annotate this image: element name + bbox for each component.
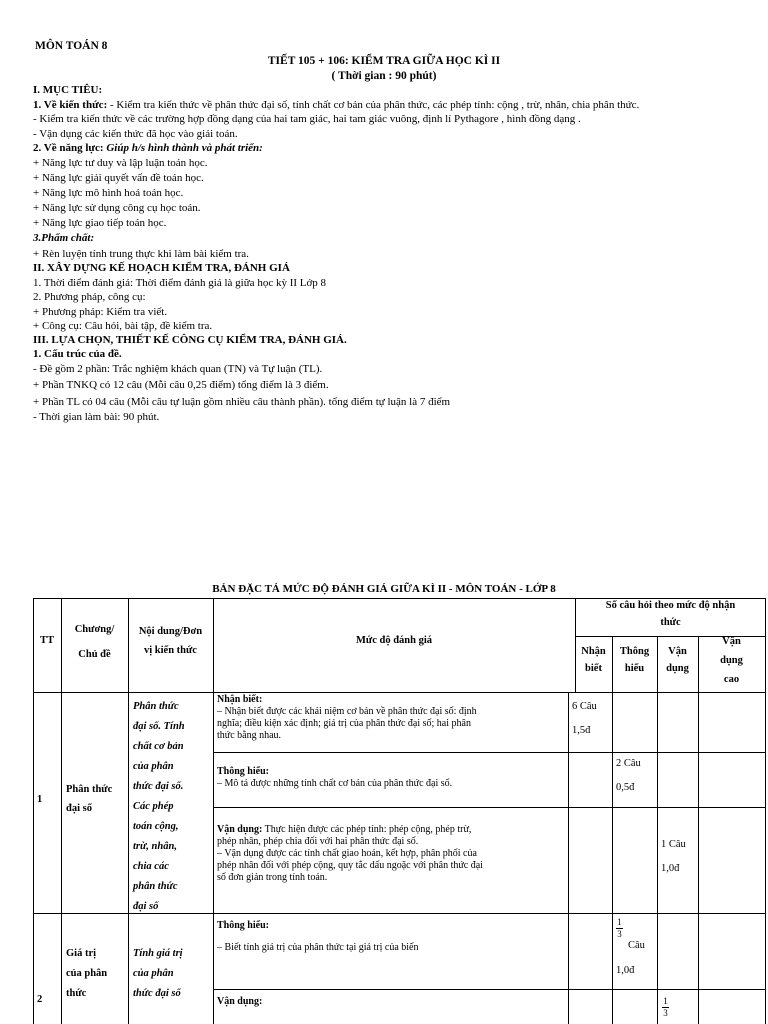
fraction-numerator: 1 [617,917,622,927]
row1-content-line: phân thức [133,881,178,892]
row1-chapter-2: đại số [66,803,92,814]
row2-tt: 2 [37,994,43,1005]
header-content-1: Nội dung/Đơn [138,626,203,637]
skill-item: + Năng lực mô hình hoá toán học. [33,187,184,199]
tools-line: - Thời gian làm bài: 90 phút. [33,411,160,423]
header-van-dung-2: dụng [666,663,689,674]
tools-heading: III. LỰA CHỌN, THIẾT KẾ CÔNG CỤ KIỂM TRA, ĐÁNH GIÁ. [33,334,347,346]
level-text: Thực hiện được các phép tính: phép cộng, phép trừ, [262,824,472,835]
level-text: phép nhân, phép chia đối với hai phân thức đại số. [217,836,419,847]
fraction-denominator: 3 [617,929,622,939]
level-text: – Biết tính giá trị của phân thức tại giá trị của biến [217,942,419,953]
level-label: Vận dụng: [217,996,263,1007]
row1-content-line: toán cộng, [133,821,179,832]
structure-label: 1. Cấu trúc của đề. [33,348,122,360]
row2-content-line: Tính giá trị [133,948,183,959]
row1-tt: 1 [37,794,43,805]
row1-nhan-biet [217,694,567,742]
plan-heading: II. XÂY DỰNG KẾ HOẠCH KIỂM TRA, ĐÁNH GIÁ [33,262,290,274]
row2-thong-hieu [217,920,567,954]
level-text: – Vận dụng được các tính chất giao hoán, kết hợp, phân phối của [217,848,477,859]
row2-van-dung [217,996,567,1008]
header-thong-hieu-1: Thông [619,646,650,657]
duration-label: ( Thời gian : 90 phút) [331,70,437,82]
skill-item: + Năng lực tư duy và lập luận toán học. [33,157,208,169]
row1-nb-count-2: 1,5đ [572,725,591,736]
tools-line: - Đề gồm 2 phần: Trắc nghiệm khách quan (TN) và Tự luận (TL). [33,363,323,375]
tools-line: + Phần TNKQ có 12 câu (Mỗi câu 0,25 điểm) tổng điểm là 3 điểm. [33,379,329,391]
row1-th-count-2: 0,5đ [616,782,635,793]
header-vdc-3: cao [723,674,740,685]
plan-line: + Công cụ: Câu hỏi, bài tập, đề kiểm tra. [33,320,213,332]
header-content-2: vị kiến thức [144,645,197,656]
row2-content-line: của phân [133,968,174,979]
header-thong-hieu-2: hiểu [624,663,645,674]
knowledge-label: 1. Về kiến thức: [33,99,108,111]
row2-content-line: thức đại số [133,988,181,999]
row2-th-count-2: 1,0đ [616,965,635,976]
knowledge-line-3: - Vận dụng các kiến thức đã học vào giải toán. [33,128,238,140]
row1-content-line: thức đại số. [133,781,184,792]
plan-line: + Phương pháp: Kiểm tra viết. [33,306,168,318]
level-label: Thông hiểu: [217,766,269,777]
skill-item: + Năng lực giao tiếp toán học. [33,217,167,229]
level-text: – Mô tả được những tính chất cơ bản của phân thức đại số. [217,778,453,789]
row1-van-dung [217,824,567,884]
level-label: Vận dụng: [217,824,263,835]
row1-content [133,697,213,917]
row2-chapter-line: thức [66,988,87,999]
fraction-denominator: 3 [663,1008,668,1018]
header-vdc-1: Vận [722,636,741,647]
header-van-dung-1: Vận [668,646,687,657]
header-count-2: thức [660,617,681,628]
level-text: nghĩa; điều kiện xác định; giá trị của phân thức đại số; hai phân [217,718,471,729]
header-tt: TT [39,635,54,646]
header-chapter-2: Chủ đề [78,649,111,660]
plan-line: 2. Phương pháp, công cụ: [33,291,146,303]
row1-thong-hieu [217,766,567,790]
quality-item: + Rèn luyện tính trung thực khi làm bài kiểm tra. [33,248,249,260]
fraction-numerator: 1 [663,996,668,1006]
row2-th-count-1: Câu [628,940,645,951]
subject-label: MÔN TOÁN 8 [35,40,108,52]
row2-content [133,944,183,1004]
row2-chapter [66,944,107,1004]
level-line [217,824,567,836]
row1-content-line: Các phép [133,801,174,812]
knowledge-line-2: - Kiểm tra kiến thức về các trường hợp đồng dạng của hai tam giác, hai tam giác vuông, định lí Pythagore , hình đồng dạng . [33,113,581,125]
row1-content-line: của phân [133,761,174,772]
header-nhan-biet-1: Nhận [581,646,606,657]
quality-label: 3.Phẩm chất: [33,232,95,244]
level-label: Nhận biết: [217,694,263,705]
row1-th-count-1: 2 Câu [616,758,641,769]
row1-vd-count-1: 1 Câu [661,839,686,850]
header-vdc-2: dụng [720,655,743,666]
fraction [662,997,669,1018]
fraction [616,918,623,939]
row1-content-line: đại số. Tính [133,721,185,732]
skill-item: + Năng lực giải quyết vấn đề toán học. [33,172,204,184]
objectives-heading: I. MỤC TIÊU: [33,84,103,96]
knowledge-text: - Kiểm tra kiến thức về phân thức đại số, tính chất cơ bản của phân thức, các phép tính: cộng , trừ, nhân, chia phân thức. [107,99,640,111]
level-text: thức bằng nhau. [217,730,282,741]
row2-vd-fraction [662,997,669,1018]
row1-content-line: chất cơ bản [133,741,184,752]
header-count-1: Số câu hỏi theo mức độ nhận [605,600,736,611]
level-text: phép nhân đối với phép cộng, quy tắc dấu ngoặc với phân thức đại [217,860,483,871]
plan-line: 1. Thời điểm đánh giá: Thời điểm đánh giá là giữa học kỳ II Lớp 8 [33,277,327,289]
row2-th-fraction [616,918,623,939]
knowledge-line-1 [33,98,639,112]
row2-chapter-line: của phân [66,968,108,979]
table-title: BẢN ĐẶC TẢ MỨC ĐỘ ĐÁNH GIÁ GIỮA KÌ II - MÔN TOÁN - LỚP 8 [212,583,556,595]
level-text: – Nhận biết được các khái niệm cơ bản về phân thức đại số: định [217,706,477,717]
level-label: Thông hiểu: [217,920,269,931]
page-title: TIẾT 105 + 106: KIỂM TRA GIỮA HỌC KÌ II [267,55,501,67]
skill-item: + Năng lực sử dụng công cụ học toán. [33,202,201,214]
row1-content-line: Phân thức [133,701,179,712]
header-nhan-biet-2: biết [585,663,602,674]
skills-line [33,141,263,155]
skills-label: 2. Về năng lực: [33,142,104,154]
header-level: Mức độ đánh giá [355,635,433,646]
row1-nb-count-1: 6 Câu [572,701,597,712]
row1-content-line: chia các [133,861,169,872]
row1-content-line: đại số [133,901,159,912]
row1-content-line: trừ, nhân, [133,841,177,852]
level-text: số đơn giản trong tính toán. [217,872,328,883]
skills-sub: Giúp h/s hình thành và phát triển: [103,142,263,154]
row1-vd-count-2: 1,0đ [661,863,680,874]
row2-chapter-line: Giá trị [66,948,97,959]
header-chapter-1: Chương/ [74,624,115,635]
tools-line: + Phần TL có 04 câu (Mỗi câu tự luận gồm nhiều câu thành phần). tổng điểm tự luận là 7 điểm [33,396,451,408]
row1-chapter-1: Phân thức [66,784,113,795]
